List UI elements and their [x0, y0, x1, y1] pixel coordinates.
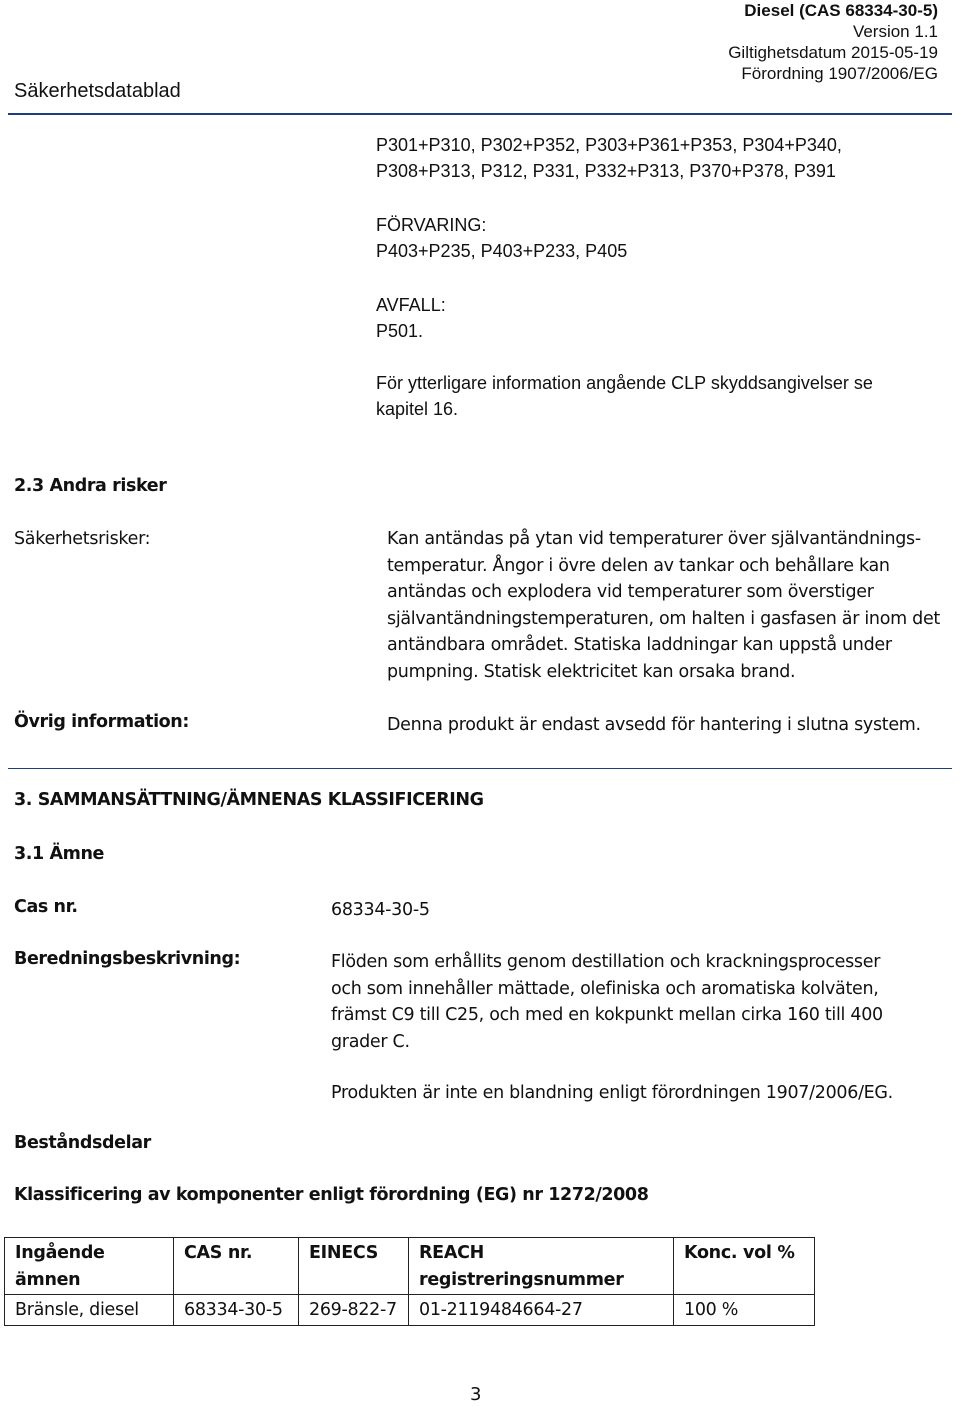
safety-risks-line: antändbara området. Statiska laddningar kan uppstå under	[387, 635, 892, 655]
table-row	[5, 1295, 815, 1326]
safety-risks-line: Kan antändas på ytan vid temperaturer över självantändnings-	[387, 529, 921, 549]
reach-header-line: registreringsnummer	[419, 1269, 624, 1290]
safety-risks-label: Säkerhetsrisker:	[14, 529, 151, 549]
description-text	[331, 949, 883, 1055]
description-line: Flöden som erhållits genom destillation och krackningsprocesser	[331, 952, 881, 972]
table-cell: 01-2119484664-27	[409, 1295, 674, 1326]
table-header-row	[5, 1238, 815, 1295]
section-divider	[8, 768, 952, 769]
components-table	[4, 1237, 815, 1326]
table-cell: Bränsle, diesel	[5, 1295, 174, 1326]
document-type-title: Säkerhetsdatablad	[14, 80, 181, 102]
header-divider	[8, 113, 952, 115]
more-info-line-2: kapitel 16.	[376, 399, 459, 419]
section-2-3-heading: 2.3 Andra risker	[14, 476, 167, 496]
cas-label: Cas nr.	[14, 897, 78, 917]
other-info-text: Denna produkt är endast avsedd för hantering i slutna system.	[387, 715, 921, 735]
section-3-heading: 3. SAMMANSÄTTNING/ÄMNENAS KLASSIFICERING	[14, 790, 484, 810]
table-cell: 100 %	[674, 1295, 815, 1326]
validity-date: Giltighetsdatum 2015-05-19	[728, 43, 938, 62]
table-cell: 269-822-7	[299, 1295, 409, 1326]
product-title: Diesel (CAS 68334-30-5)	[744, 1, 938, 20]
table-cell: 68334-30-5	[174, 1295, 299, 1326]
safety-risks-line: temperatur. Ångor i övre delen av tankar och behållare kan	[387, 555, 890, 576]
safety-risks-text	[387, 526, 940, 685]
other-info-label: Övrig information:	[14, 712, 189, 732]
section-3-1-heading: 3.1 Ämne	[14, 844, 104, 864]
classification-heading: Klassificering av komponenter enligt förordning (EG) nr 1272/2008	[14, 1185, 649, 1205]
description-line: främst C9 till C25, och med en kokpunkt mellan cirka 160 till 400	[331, 1005, 883, 1025]
safety-risks-line: självantändningstemperaturen, om halten i gasfasen är inom det	[387, 608, 940, 629]
reach-header-line: REACH	[419, 1243, 484, 1263]
description-line: grader C.	[331, 1031, 410, 1052]
disposal-label: AVFALL:	[376, 295, 446, 315]
page-number: 3	[470, 1384, 482, 1405]
disposal-codes: P501.	[376, 321, 424, 341]
description-line: och som innehåller mättade, olefiniska och aromatiska kolväten,	[331, 978, 879, 999]
safety-risks-line: antändas och explodera vid temperaturer som överstiger	[387, 582, 874, 602]
table-header-cell: CAS nr.	[174, 1238, 299, 1295]
not-mixture-statement: Produkten är inte en blandning enligt förordningen 1907/2006/EG.	[331, 1083, 893, 1103]
precaution-codes-line-2: P308+P313, P312, P331, P332+P313, P370+P378, P391	[376, 161, 836, 181]
table-header-cell: EINECS	[299, 1238, 409, 1295]
storage-label: FÖRVARING:	[376, 215, 487, 235]
more-info-line-1: För ytterligare information angående CLP skyddsangivelser se	[376, 373, 873, 393]
safety-risks-line: pumpning. Statisk elektricitet kan orsaka brand.	[387, 661, 796, 682]
regulation-label: Förordning 1907/2006/EG	[741, 64, 938, 83]
table-header-cell: Ingående ämnen	[5, 1238, 174, 1295]
table-header-cell	[409, 1238, 674, 1295]
table-header-cell: Konc. vol %	[674, 1238, 815, 1295]
description-label: Beredningsbeskrivning:	[14, 949, 241, 969]
precaution-codes-line-1: P301+P310, P302+P352, P303+P361+P353, P304+P340,	[376, 135, 842, 155]
cas-value: 68334-30-5	[331, 900, 430, 920]
version-label: Version 1.1	[852, 22, 938, 41]
storage-codes: P403+P235, P403+P233, P405	[376, 241, 628, 261]
components-label: Beståndsdelar	[14, 1133, 151, 1153]
document-header-meta	[728, 0, 938, 84]
